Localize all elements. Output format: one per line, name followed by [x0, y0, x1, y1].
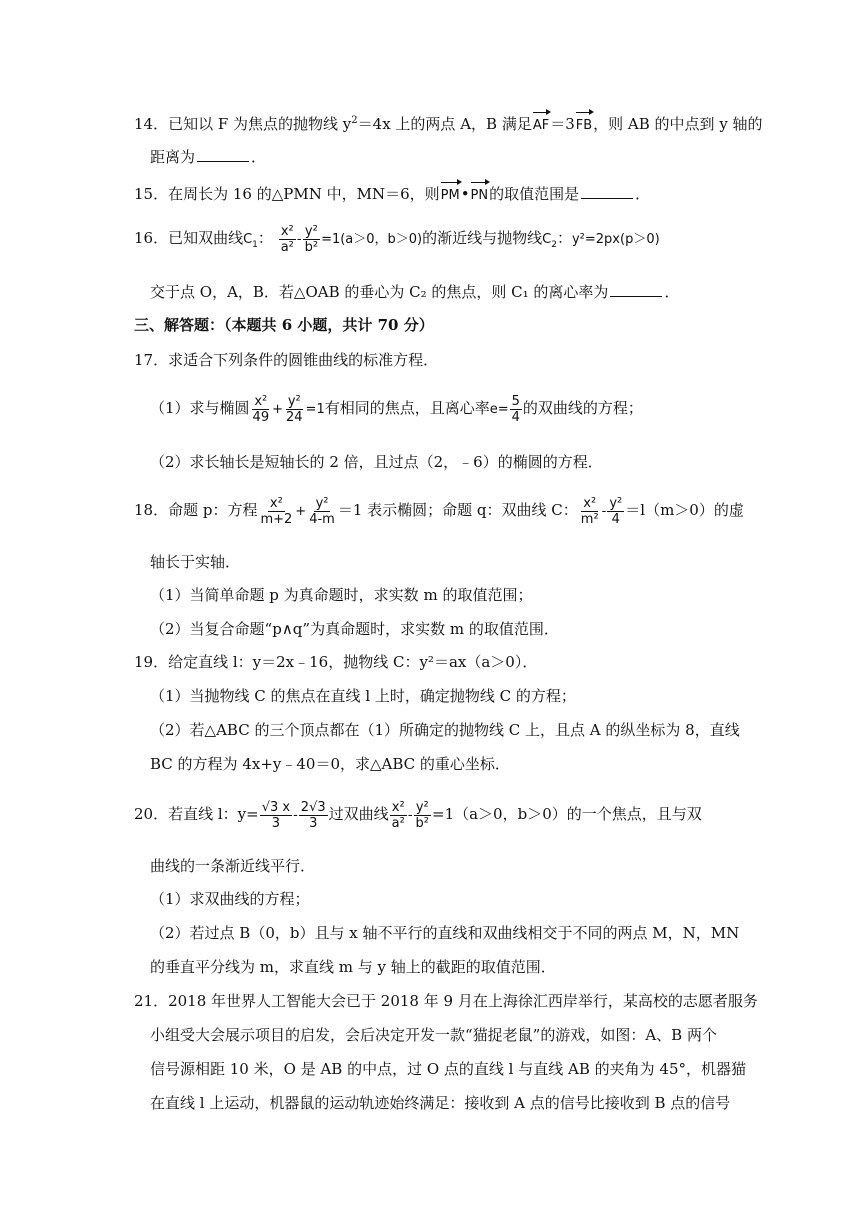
q19-part2a	[150, 718, 740, 742]
q19-part2b	[150, 752, 510, 776]
q16-c1: C	[243, 232, 253, 247]
q14-text-a: 14．已知以 F 为焦点的抛物线 y	[134, 115, 352, 133]
q14-text-b: ＝4x 上的两点 A，B 满足	[357, 115, 532, 133]
vector-fb: FB	[576, 110, 592, 138]
minus-sign: -	[296, 232, 302, 247]
fraction-5-4	[510, 394, 522, 425]
q20-part1	[150, 887, 310, 911]
vector-af: AF	[533, 110, 549, 138]
fraction-y2-24	[284, 394, 305, 425]
frac-den: m²	[580, 511, 599, 527]
q16-colon: ：	[257, 229, 273, 247]
fraction-2sqrt3-3	[299, 800, 328, 831]
q20-p2a: （2）若过点 B（0，b）且与 x 轴不平行的直线和双曲线相交于不同的两点 M，N，MN	[150, 924, 740, 942]
q16-answer-blank[interactable]	[610, 282, 662, 297]
q19-title	[134, 650, 537, 674]
q17-p2: （2）求长轴长是短轴长的 2 倍，且过点（2，﹣6）的椭圆的方程．	[150, 453, 603, 471]
fraction-y2-b2	[303, 224, 320, 255]
q18-line2	[150, 550, 240, 574]
minus-sign: -	[407, 808, 413, 823]
q16-c1-sub: 1	[252, 240, 258, 250]
frac-den: a²	[391, 815, 405, 831]
frac-num: √3 x	[261, 799, 291, 815]
q15-end: ．	[635, 185, 651, 203]
q17-part1	[150, 388, 643, 430]
q14-eq: ＝3	[550, 115, 575, 133]
q20-part2b	[150, 955, 556, 979]
q18-line1	[134, 490, 744, 532]
q21-line3	[150, 1057, 746, 1081]
frac-num: y²	[287, 393, 301, 409]
q21-l4: 在直线 l 上运动，机器鼠的运动轨迹始终满足：接收到 A 点的信号比接收到 B 点的信号	[150, 1094, 731, 1112]
q17-p1c: 的双曲线的方程；	[522, 399, 643, 417]
vector-pm: PM	[441, 180, 460, 208]
frac-num: x²	[583, 495, 597, 511]
frac-den: a²	[280, 239, 294, 255]
q16-colon2: ：	[556, 229, 572, 247]
frac-num: y²	[315, 495, 329, 511]
q17-p1b: 有相同的焦点，且离心率	[324, 399, 490, 417]
vector-pn: PN	[471, 180, 489, 208]
q15-line	[134, 180, 650, 208]
q14-sup: 2	[351, 115, 358, 126]
minus-sign: -	[293, 808, 298, 823]
frac-num: x²	[269, 495, 283, 511]
q19-title-text: 19．给定直线 l：y＝2x﹣16，抛物线 C：y²＝ax（a＞0）．	[134, 653, 538, 671]
q18-p2: （2）当复合命题“p∧q”为真命题时，求实数 m 的取值范围．	[150, 620, 559, 638]
plus-sign: +	[272, 402, 283, 417]
frac-den: b²	[415, 815, 429, 831]
fraction-y2-4m	[307, 496, 337, 527]
q21-l2: 小组受大会展示项目的启发，会后决定开发一款“猫捉老鼠”的游戏，如图：A、B 两个	[150, 1026, 717, 1044]
q17-title-text: 17．求适合下列条件的圆锥曲线的标准方程．	[134, 351, 439, 369]
eq-one: =1	[305, 402, 325, 417]
frac-num: x²	[391, 799, 405, 815]
q18-part1	[150, 583, 532, 607]
fraction-x2-a2	[390, 800, 407, 831]
frac-den: 3	[271, 815, 281, 831]
fraction-x2-49	[251, 394, 272, 425]
q14-answer-blank[interactable]	[197, 147, 249, 162]
fraction-x2-m2	[258, 496, 294, 527]
q18-a: 18．命题 p：方程	[134, 501, 258, 519]
fraction-sqrt3x-3	[260, 800, 292, 831]
q16-condition: =1(a＞0，b＞0)	[321, 232, 423, 247]
q20-b: 过双曲线	[328, 805, 389, 823]
frac-den: 4-m	[309, 511, 335, 527]
fraction-y2-b2	[414, 800, 431, 831]
q16-c2-sub: 2	[551, 240, 557, 250]
dot-product-symbol: •	[460, 185, 470, 203]
q14-text-c: ，则 AB 的中点到 y 轴的	[593, 115, 763, 133]
q16-parabola-eq: y²=2px(p＞0)	[571, 232, 660, 247]
q20-p1: （1）求双曲线的方程；	[150, 890, 310, 908]
q19-p2b: BC 的方程为 4x+y﹣40＝0，求△ABC 的重心坐标．	[150, 755, 510, 773]
q16-end: ．	[664, 283, 680, 301]
q14-line1	[134, 109, 763, 138]
frac-num: y²	[415, 799, 429, 815]
q17-part2	[150, 450, 603, 474]
q20-line2	[150, 854, 315, 878]
frac-den: 4	[611, 511, 620, 527]
q20-line2-text: 曲线的一条渐近线平行．	[150, 857, 316, 875]
q21-l1: 21．2018 年世界人工智能大会已于 2018 年 9 月在上海徐汇西岸举行，某高校的志愿者服务	[134, 992, 758, 1010]
frac-den: 4	[511, 409, 520, 425]
q21-line4	[150, 1091, 730, 1115]
q18-line2-text: 轴长于实轴．	[150, 553, 241, 571]
frac-num: y²	[304, 223, 318, 239]
q20-part2a	[150, 921, 739, 945]
q21-line2	[150, 1023, 717, 1047]
fraction-x2-a2	[279, 224, 296, 255]
frac-den: 3	[309, 815, 318, 831]
q21-line1	[134, 989, 758, 1013]
q18-c: ＝l（m＞0）的虚	[625, 501, 744, 519]
q18-b: ＝1 表示椭圆；命题 q：双曲线 C：	[337, 501, 578, 519]
q20-line1	[134, 794, 702, 836]
q19-p1: （1）当抛物线 C 的焦点在直线 l 上时，确定抛物线 C 的方程；	[150, 687, 576, 705]
frac-den: b²	[304, 239, 319, 255]
section-heading	[134, 313, 434, 337]
section-3-title: 三、解答题：（本题共 6 小题，共计 70 分）	[134, 316, 434, 334]
q15-text-b: 的取值范围是	[489, 185, 580, 203]
q18-part2	[150, 617, 559, 641]
frac-num: 5	[511, 393, 520, 409]
q20-c: =1（a＞0，b＞0）的一个焦点，且与双	[432, 805, 702, 823]
frac-num: 2√3	[300, 799, 326, 815]
frac-den: 49	[252, 409, 270, 425]
q14-end: ．	[251, 148, 267, 166]
frac-den: m+2	[260, 511, 293, 527]
frac-num: x²	[280, 223, 294, 239]
q16-line1	[134, 218, 660, 265]
q20-a: 20．若直线 l：y=	[134, 805, 259, 823]
q17-p1a: （1）求与椭圆	[150, 399, 250, 417]
minus-sign: -	[601, 504, 607, 519]
frac-num: y²	[609, 495, 623, 511]
q16-text-a: 16．已知双曲线	[134, 229, 244, 247]
q19-part1	[150, 684, 576, 708]
q15-answer-blank[interactable]	[581, 184, 633, 199]
q16-c2: C	[542, 232, 552, 247]
fraction-x2-msq	[579, 496, 601, 527]
q15-text-a: 15．在周长为 16 的△PMN 中，MN＝6，则	[134, 185, 440, 203]
plus-sign: +	[295, 504, 307, 519]
frac-num: x²	[254, 393, 268, 409]
q16-text-b: 的渐近线与抛物线	[422, 229, 543, 247]
frac-den: 24	[286, 409, 303, 425]
q21-l3: 信号源相距 10 米，O 是 AB 的中点，过 O 点的直线 l 与直线 AB 的夹角为 45°，机器猫	[150, 1060, 746, 1078]
q14-text-line2: 距离为	[150, 148, 196, 166]
q16-line2	[150, 280, 679, 304]
q18-p1: （1）当简单命题 p 为真命题时，求实数 m 的取值范围；	[150, 586, 533, 604]
fraction-y2-4	[607, 496, 624, 527]
q16-text-line2: 交于点 O，A，B．若△OAB 的垂心为 C₂ 的焦点，则 C₁ 的离心率为	[150, 283, 609, 301]
eccentricity-label: e=	[489, 402, 509, 417]
q19-p2a: （2）若△ABC 的三个顶点都在（1）所确定的抛物线 C 上，且点 A 的纵坐标为 8，直线	[150, 721, 740, 739]
q20-p2b: 的垂直平分线为 m，求直线 m 与 y 轴上的截距的取值范围．	[150, 958, 556, 976]
q17-title	[134, 348, 438, 372]
q14-line2	[150, 145, 266, 169]
